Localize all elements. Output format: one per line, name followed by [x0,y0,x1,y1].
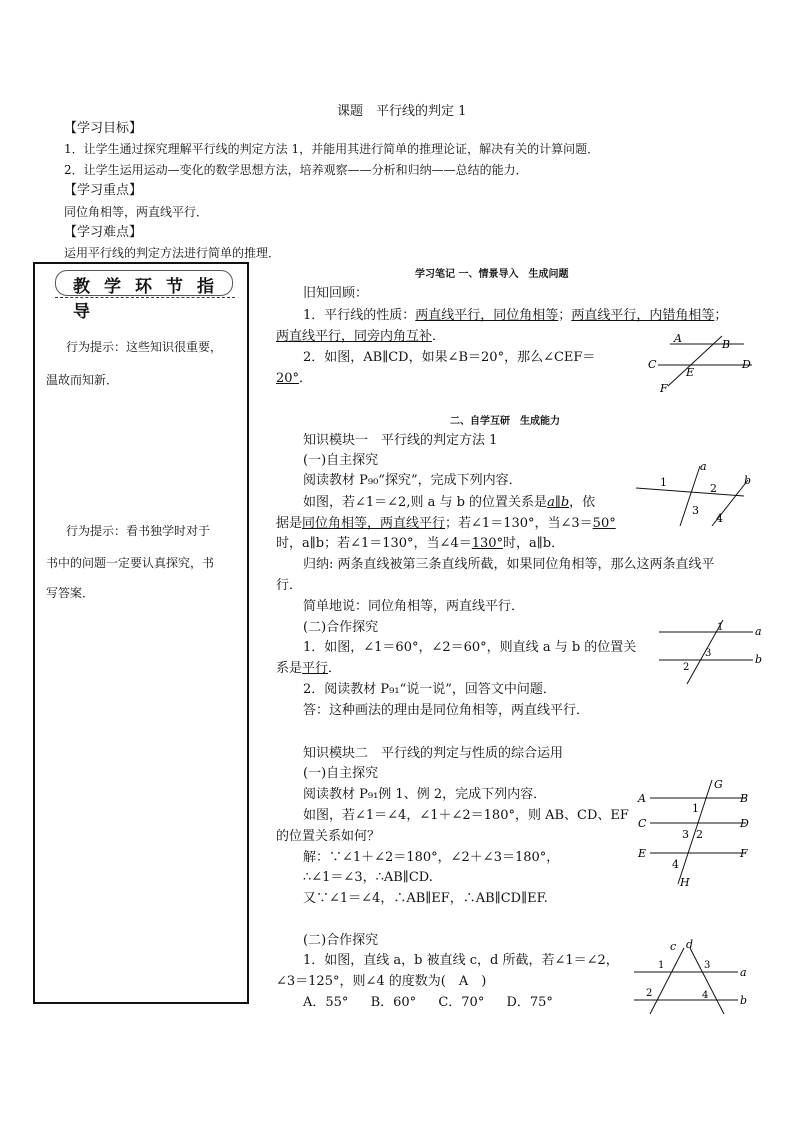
sidebar-note-2a: 行为提示：看书独学时对于 [66,524,211,538]
ex-b-pre: 据是 [276,516,303,531]
module1-read: 阅读教材 P₉₀“探究”，完成下列内容． [303,473,522,488]
fig1-label-E: E [686,366,695,379]
sidebar-title-divider [55,297,235,298]
fig4-label-G: G [714,778,723,791]
sidebar-title-banner [55,270,235,322]
simple-summary: 简单地说：同位角相等，两直线平行． [303,599,525,614]
fig5-label-a: a [740,966,747,979]
figure-4-three-parallels [634,776,764,888]
coop-q2: 2．阅读教材 P₉₁“说一说”，回答文中问题． [303,682,556,697]
figure-line [680,466,700,526]
figure-2-transversal [626,460,756,530]
fig3-label-3: 3 [705,648,712,659]
key-point-text: 同位角相等，两直线平行． [64,205,209,219]
module2-problem-b: ∠3＝125°，则∠4 的度数为( A ) [276,974,487,989]
fig2-label-b: b [744,474,752,487]
module2-read: 阅读教材 P₉₁例 1、例 2，完成下列内容． [303,787,547,802]
q2-answer: 20° [276,371,300,386]
module2-q-a: 如图，若∠1＝∠4，∠1＋∠2＝180°，则 AB、CD、EF [303,808,629,823]
ex-b-mid: ；若∠1＝130°，当∠3＝ [445,516,593,531]
solution-step-2: ∴∠1＝∠3，∴AB∥CD. [303,870,433,885]
coop-q2-answer: 答：这种画法的理由是同位角相等，两直线平行． [303,703,590,718]
fig4-label-B: B [740,792,749,805]
section2-heading: 二、自学互研 生成能力 [450,416,560,427]
ex-a-text: 如图，若∠1＝∠2,则 a 与 b 的位置关系是 [303,495,548,510]
fig4-label-3: 3 [682,828,689,841]
ex-c-end: 时，a∥b． [503,536,565,551]
module1-self-study: (一)自主探究 [303,453,379,468]
fig3-label-a: a [755,625,762,638]
coop-q1-end: ． [328,661,342,676]
fig4-label-4: 4 [672,858,679,871]
q1-sep-2: ； [714,308,728,323]
fig2-label-4: 4 [716,512,723,525]
coop-q1-pre: 系是 [276,661,303,676]
q1-sep-1: ； [558,308,572,323]
fig4-label-2: 2 [696,828,703,841]
fig4-label-A: A [638,792,646,805]
sidebar-note-1b: 温故而知新． [46,373,119,387]
fig5-label-4: 4 [702,990,709,1001]
module2-self-study: (一)自主探究 [303,766,379,781]
fig3-label-b: b [755,653,763,666]
q1-answer-1: 两直线平行，同位角相等 [415,308,559,323]
ex-b-answer: 同位角相等，两直线平行 [302,516,446,531]
answer-options [303,994,603,1012]
coop-q1-a: 1．如图，∠1＝60°，∠2＝60°，则直线 a 与 b 的位置关 [303,640,637,655]
fig2-label-a: a [700,460,707,473]
fig5-label-2: 2 [646,988,653,999]
q1-end: ． [432,329,446,344]
fig3-label-1: 1 [717,622,724,633]
coop-q1-answer: 平行 [302,661,329,676]
fig4-label-C: C [638,817,647,830]
objective-1: 1．让学生通过探究理解平行线的判定方法 1，并能用其进行简单的推理论证，解决有关的计算问题． [64,142,600,156]
difficulty-text: 运用平行线的判定方法进行简单的推理． [64,246,281,260]
coop-q1-b [276,660,341,678]
q1-prefix: 1．平行线的性质： [303,308,416,323]
fig2-label-1: 1 [660,476,667,489]
sidebar-note-1a: 行为提示：这些知识很重要， [66,340,223,354]
figure-5-two-transversals [628,938,758,1018]
summary-b: 行． [276,578,303,593]
fig5-label-1: 1 [658,960,665,971]
module1-heading: 知识模块一 平行线的判定方法 1 [303,433,498,448]
objectives-heading: 【学习目标】 [64,121,143,136]
module1-coop: (二)合作探究 [303,620,379,635]
summary-a: 归纳: 两条直线被第三条直线所截，如果同位角相等，那么这两条直线平 [303,557,715,572]
fig4-label-H: H [680,876,690,888]
fig4-label-F: F [740,847,748,860]
option-d: D．75° [506,995,553,1010]
ex-line-b [276,515,616,533]
option-b: B．60° [370,995,417,1010]
section1-heading: 学习笔记 一、情景导入 生成问题 [415,269,569,280]
page-title: 课题 平行线的判定 1 [337,104,467,119]
review-label: 旧知回顾： [303,286,369,301]
ex-b-answer-2: 50° [592,516,616,531]
fig4-label-E: E [638,847,647,860]
module2-coop: (二)合作探究 [303,933,379,948]
figure-1-parallel-lines [640,330,760,395]
fig4-label-D: D [740,817,749,830]
q2-text: 2．如图，AB∥CD，如果∠B＝20°，那么∠CEF＝ [303,350,596,365]
fig4-label-1: 1 [692,802,699,815]
fig1-label-A: A [674,332,682,345]
option-a: A．55° [303,995,349,1010]
q1-line1 [303,307,727,325]
difficulty-heading: 【学习难点】 [64,225,143,240]
fig5-label-c: c [670,940,677,953]
fig2-label-2: 2 [710,482,717,495]
fig1-label-D: D [742,358,751,371]
fig1-label-F: F [660,382,668,395]
solution-step-1: 解：∵∠1＋∠2＝180°，∠2＋∠3＝180°， [303,850,560,865]
module2-q-b: 的位置关系如何？ [276,829,381,844]
q2-end: ． [299,371,313,386]
sidebar-title: 教学环节指导 [73,277,228,322]
q2-answer-line [276,370,312,388]
sidebar-note-2c: 写答案． [46,586,95,600]
ex-a-end: ，依 [569,495,596,510]
ex-line-a [303,494,595,512]
figure-line [650,948,684,1014]
fig5-label-d: d [686,938,694,951]
fig2-label-3: 3 [692,504,699,517]
q1-answer-3: 两直线平行，同旁内角互补 [276,329,433,344]
fig1-label-C: C [648,358,657,371]
objective-2: 2．让学生运用运动—变化的数学思想方法，培养观察——分析和归纳——总结的能力． [64,163,528,177]
option-c: C．70° [438,995,485,1010]
sidebar-note-2b: 书中的问题一定要认真探究，书 [46,556,215,570]
ex-c-pre: 时，a∥b；若∠1＝130°，当∠4＝ [276,536,472,551]
key-point-heading: 【学习重点】 [64,183,143,198]
fig3-label-2: 2 [683,662,690,673]
ex-line-c [276,535,564,553]
fig1-label-B: B [722,338,731,351]
solution-step-3: 又∵∠1＝∠4，∴AB∥EF，∴AB∥CD∥EF. [303,891,548,906]
ex-c-answer: 130° [471,536,504,551]
q1-answer-2: 两直线平行，内错角相等 [571,308,715,323]
fig5-label-b: b [740,994,748,1007]
module2-problem-a: 1．如图，直线 a，b 被直线 c，d 所截，若∠1＝∠2， [303,953,619,968]
fig5-label-3: 3 [704,960,711,971]
module2-heading: 知识模块二 平行线的判定与性质的综合运用 [303,746,564,761]
q1-line2 [276,328,445,346]
ex-a-answer: a∥b [547,495,570,510]
figure-line [690,948,724,1014]
figure-3-parallel-lines [655,618,765,688]
